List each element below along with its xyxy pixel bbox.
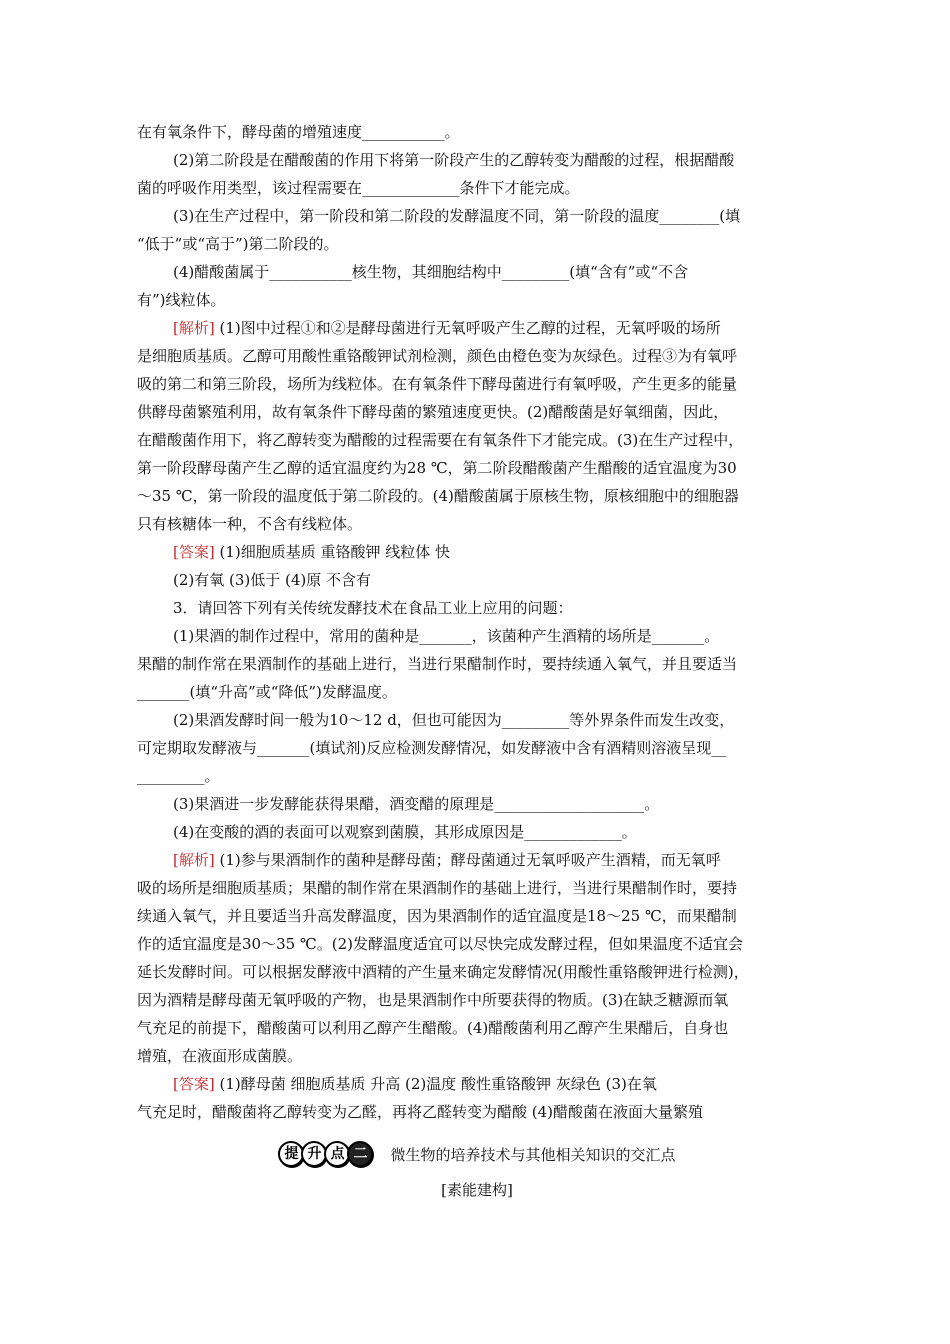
analysis-line — [137, 314, 817, 342]
text-line: 续通入氧气，并且要适当升高发酵温度，因为果酒制作的适宜温度是18～25 ℃，而果醋制 — [137, 907, 737, 925]
text-line: (3)果酒进一步发酵能获得果醋，酒变醋的原理是____________________。 — [173, 795, 660, 813]
text-line: 在有氧条件下，酵母菌的增殖速度___________。 — [137, 123, 460, 141]
analysis-text: (1)图中过程①和②是酵母菌进行无氧呼吸产生乙醇的过程，无氧呼吸的场所 — [214, 319, 721, 337]
answer-text: (1)细胞质基质 重铬酸钾 线粒体 快 — [214, 543, 451, 561]
answer-text: (1)酵母菌 细胞质基质 升高 (2)温度 酸性重铬酸钾 灰绿色 (3)在氧 — [214, 1075, 657, 1093]
text-line: 吸的第二和第三阶段，场所为线粒体。在有氧条件下酵母菌进行有氧呼吸，产生更多的能量 — [137, 375, 738, 393]
text-line: 作的适宜温度是30～35 ℃。(2)发酵温度适宜可以尽快完成发酵过程，但如果温度不适宜会 — [137, 935, 743, 953]
text-line: 可定期取发酵液与_______(填试剂)反应检测发酵情况，如发酵液中含有酒精则溶液呈现__ — [137, 739, 727, 757]
text-line: 供酵母菌繁殖利用，故有氧条件下酵母菌的繁殖速度更快。(2)醋酸菌是好氧细菌，因此， — [137, 403, 729, 421]
text-line: (4)在变酸的酒的表面可以观察到菌膜，其形成原因是_____________。 — [173, 823, 637, 841]
text-line: 第一阶段酵母菌产生乙醇的适宜温度约为28 ℃，第二阶段醋酸菌产生醋酸的适宜温度为30 — [137, 459, 737, 477]
answer-tag: [答案] — [173, 543, 215, 561]
answer-line — [137, 538, 817, 566]
text-line: 只有核糖体一种，不含有线粒体。 — [137, 515, 363, 533]
text-line: (4)醋酸菌属于___________核生物，其细胞结构中_________(填“含有”或“不含 — [173, 263, 689, 281]
text-line: (3)在生产过程中，第一阶段和第二阶段的发酵温度不同，第一阶段的温度________(填 — [173, 207, 741, 225]
text-line: ～35 ℃，第一阶段的温度低于第二阶段的。(4)醋酸菌属于原核生物，原核细胞中的细胞器 — [137, 487, 739, 505]
section-subtitle: [素能建构] — [441, 1181, 513, 1199]
text-line: (2)第二阶段是在醋酸菌的作用下将第一阶段产生的乙醇转变为醋酸的过程，根据醋酸 — [173, 151, 735, 169]
text-line: 因为酒精是酵母菌无氧呼吸的产物，也是果酒制作中所要获得的物质。(3)在缺乏糖源而氧 — [137, 991, 729, 1009]
text-line: (2)果酒发酵时间一般为10～12 d，但也可能因为_________等外界条件而发生改变， — [173, 711, 735, 729]
text-line: 延长发酵时间。可以根据发酵液中酒精的产生量来确定发酵情况(用酸性重铬酸钾进行检测)， — [137, 963, 749, 981]
analysis-text: (1)参与果酒制作的菌种是酵母菌；酵母菌通过无氧呼吸产生酒精，而无氧呼 — [214, 851, 721, 869]
section-heading — [137, 1140, 817, 1168]
text-line: 菌的呼吸作用类型，该过程需要在_____________条件下才能完成。 — [137, 179, 580, 197]
text-line: 气充足时，醋酸菌将乙醇转变为乙醛，再将乙醛转变为醋酸 (4)醋酸菌在液面大量繁殖 — [137, 1103, 704, 1121]
badge-char: 二 — [347, 1141, 373, 1167]
badge-char: 提 — [278, 1141, 304, 1167]
text-line: 增殖，在液面形成菌膜。 — [137, 1047, 303, 1065]
text-line: 气充足的前提下，醋酸菌可以利用乙醇产生醋酸。(4)醋酸菌利用乙醇产生果醋后，自身也 — [137, 1019, 729, 1037]
text-line: 果醋的制作常在果酒制作的基础上进行，当进行果醋制作时，要持续通入氧气，并且要适当 — [137, 655, 738, 673]
badge-char: 点 — [324, 1141, 350, 1167]
section-badge — [278, 1141, 370, 1167]
analysis-tag: [解析] — [173, 851, 215, 869]
analysis-line — [137, 846, 817, 874]
question-line: 3．请回答下列有关传统发酵技术在食品工业上应用的问题： — [173, 599, 573, 617]
answer-tag: [答案] — [173, 1075, 215, 1093]
section-title: 微生物的培养技术与其他相关知识的交汇点 — [390, 1145, 676, 1164]
document-body — [137, 118, 817, 1204]
text-line: _______(填“升高”或“降低”)发酵温度。 — [137, 683, 397, 701]
text-line: “低于”或“高于”)第二阶段的。 — [137, 235, 339, 253]
text-line: _________。 — [137, 767, 220, 785]
answer-line — [137, 1070, 817, 1098]
badge-char: 升 — [301, 1141, 327, 1167]
text-line: 是细胞质基质。乙醇可用酸性重铬酸钾试剂检测，颜色由橙色变为灰绿色。过程③为有氧呼 — [137, 347, 738, 365]
text-line: 有”)线粒体。 — [137, 291, 226, 309]
text-line: 在醋酸菌作用下，将乙醇转变为醋酸的过程需要在有氧条件下才能完成。(3)在生产过程中， — [137, 431, 744, 449]
text-line: 吸的场所是细胞质基质；果醋的制作常在果酒制作的基础上进行，当进行果醋制作时，要持 — [137, 879, 738, 897]
text-line: (1)果酒的制作过程中，常用的菌种是_______，该菌种产生酒精的场所是_______。 — [173, 627, 720, 645]
text-line: (2)有氧 (3)低于 (4)原 不含有 — [173, 571, 372, 589]
analysis-tag: [解析] — [173, 319, 215, 337]
